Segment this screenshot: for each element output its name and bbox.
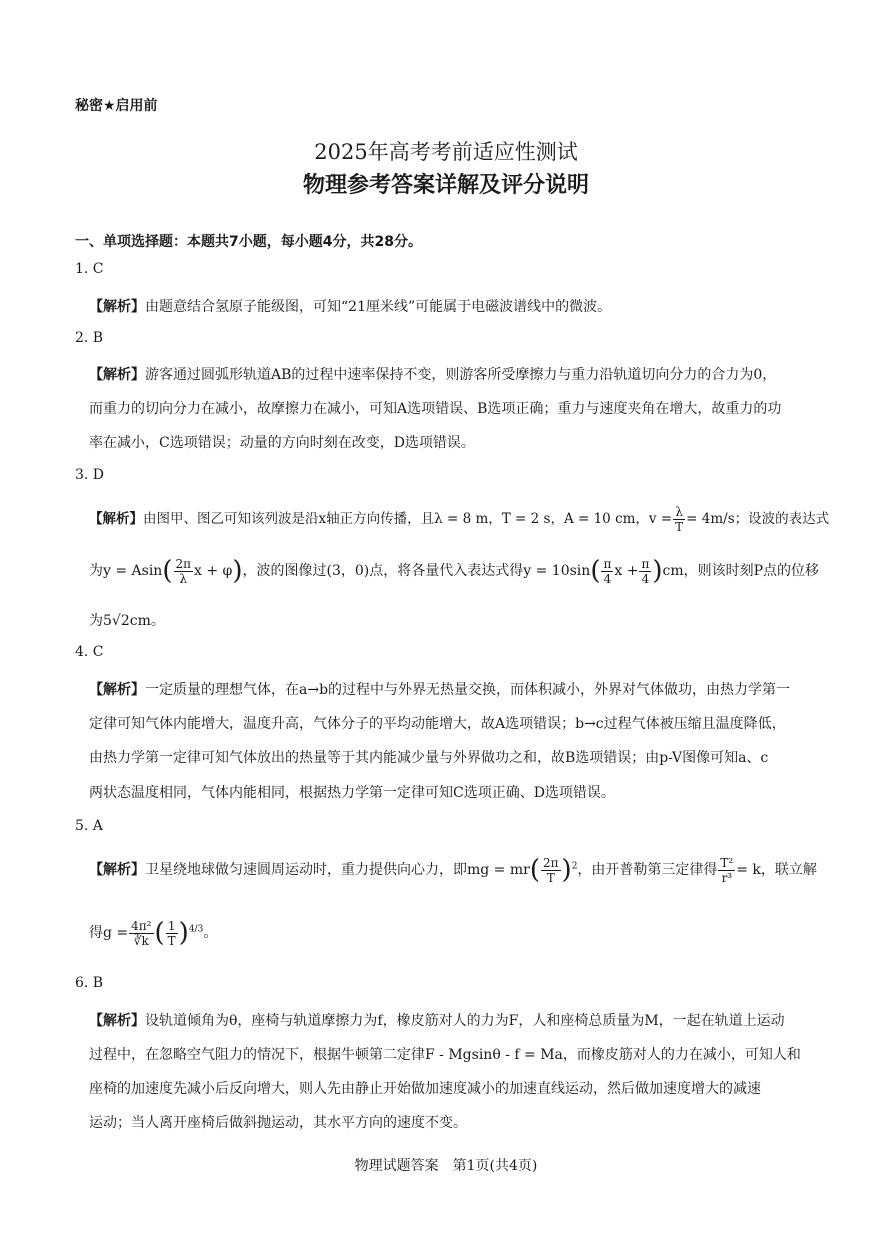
q4-explanation-line: 由热力学第一定律可知气体放出的热量等于其内能减少量与外界做功之和，故B选项错误；由p-V图像可知a、c [89,750,769,766]
analysis-tag: 【解析】 [89,1013,145,1029]
q5-answer: 5. A [75,818,103,834]
fraction: $\frac{2\pi}{T}$ [543,855,559,885]
exam-subtitle: 物理参考答案详解及评分说明 [302,173,589,198]
exam-title: 2025年高考考前适应性测试 [314,140,578,164]
q5-explanation-line: 【解析】卫星绕地球做匀速圆周运动时，重力提供向心力，即mg = mr( $\frac{2\pi}{T}$ )$^2$，由开普勒第三定律得 $\frac{\text{T²}}{\text{r³}}$ = k，联立解 [89,855,817,885]
q6-explanation-line: 过程中，在忽略空气阻力的情况下，根据牛顿第二定律F - Mgsinθ - f = Ma，而橡皮筋对人的力在减小，可知人和 [89,1047,801,1063]
fraction: $\frac{\lambda}{T}$ [675,505,684,534]
q2-explanation-line: 率在减小，C选项错误；动量的方向时刻在改变，D选项错误。 [89,435,475,451]
q6-answer: 6. B [75,975,104,991]
q2-explanation-line: 【解析】游客通过圆弧形轨道AB的过程中速率保持不变，则游客所受摩擦力与重力沿轨道切向分力的合力为0， [89,367,777,383]
section-heading: 一、单项选择题：本题共7小题，每小题4分，共28分。 [75,234,422,250]
q3-answer: 3. D [75,467,105,483]
analysis-tag: 【解析】 [89,299,145,315]
fraction: $\frac{\text{T²}}{\text{r³}}$ [720,855,734,885]
fraction: $\frac{\text{4π²}}{∛k}$ [131,918,152,948]
analysis-tag: 【解析】 [89,511,143,527]
fraction: $\frac{\pi}{4}$ [603,556,612,586]
q6-explanation-line: 运动；当人离开座椅后做斜抛运动，其水平方向的速度不变。 [89,1115,467,1131]
q6-explanation-line: 【解析】设轨道倾角为θ，座椅与轨道摩擦力为f，橡皮筋对人的力为F，人和座椅总质量为M，一起在轨道上运动 [89,1013,785,1029]
analysis-tag: 【解析】 [89,367,145,383]
q1-answer: 1. C [75,261,104,277]
q2-answer: 2. B [75,330,104,346]
confidential-mark: 秘密★启用前 [75,98,158,114]
q4-explanation-line: 【解析】一定质量的理想气体，在a→b的过程中与外界无热量交换，而体积减小，外界对气体做功，由热力学第一 [89,682,791,698]
fraction: $\frac{\pi}{4}$ [641,556,650,586]
analysis-tag: 【解析】 [89,862,145,878]
page-footer: 物理试题答案 第1页(共4页) [354,1158,538,1174]
fraction: $\frac{1}{T}$ [167,918,176,948]
q1-explanation: 【解析】由题意结合氢原子能级图，可知“21厘米线”可能属于电磁波谱线中的微波。 [89,299,612,315]
q2-explanation-line: 而重力的切向分力在减小，故摩擦力在减小，可知A选项错误、B选项正确；重力与速度夹角在增大，故重力的功 [89,401,782,417]
q4-explanation-line: 两状态温度相同，气体内能相同，根据热力学第一定律可知C选项正确、D选项错误。 [89,785,615,801]
q4-explanation-line: 定律可知气体内能增大，温度升高，气体分子的平均动能增大，故A选项错误；b→c过程气体被压缩且温度降低， [89,716,786,732]
fraction: $\frac{2\pi}{\lambda}$ [175,556,192,586]
q4-answer: 4. C [75,644,104,660]
q3-explanation-line: 【解析】由图甲、图乙可知该列波是沿x轴正方向传播，且λ = 8 m，T = 2 s，A = 10 cm，v = $\frac{\lambda}{T}$ = 4m/s；设波的表达式 [89,505,830,534]
q5-explanation-line: 得g = $\frac{\text{4π²}}{∛k}$ ( $\frac{1}{T}$ )$^{4/3}$。 [89,918,218,948]
q3-explanation-line: 为5√2cm。 [89,613,165,629]
q6-explanation-line: 座椅的加速度先减小后反向增大，则人先由静止开始做加速度减小的加速直线运动，然后做加速度增大的减速 [89,1081,761,1097]
analysis-tag: 【解析】 [89,682,145,698]
q3-explanation-line: 为y = Asin( $\frac{2\pi}{\lambda}$ x + φ)，波的图像过(3，0)点，将各量代入表达式得y = 10sin( $\frac{\pi}{4}$ x + $\frac{\pi}{4}$ )cm，则该时刻P点的位移 [89,556,820,586]
